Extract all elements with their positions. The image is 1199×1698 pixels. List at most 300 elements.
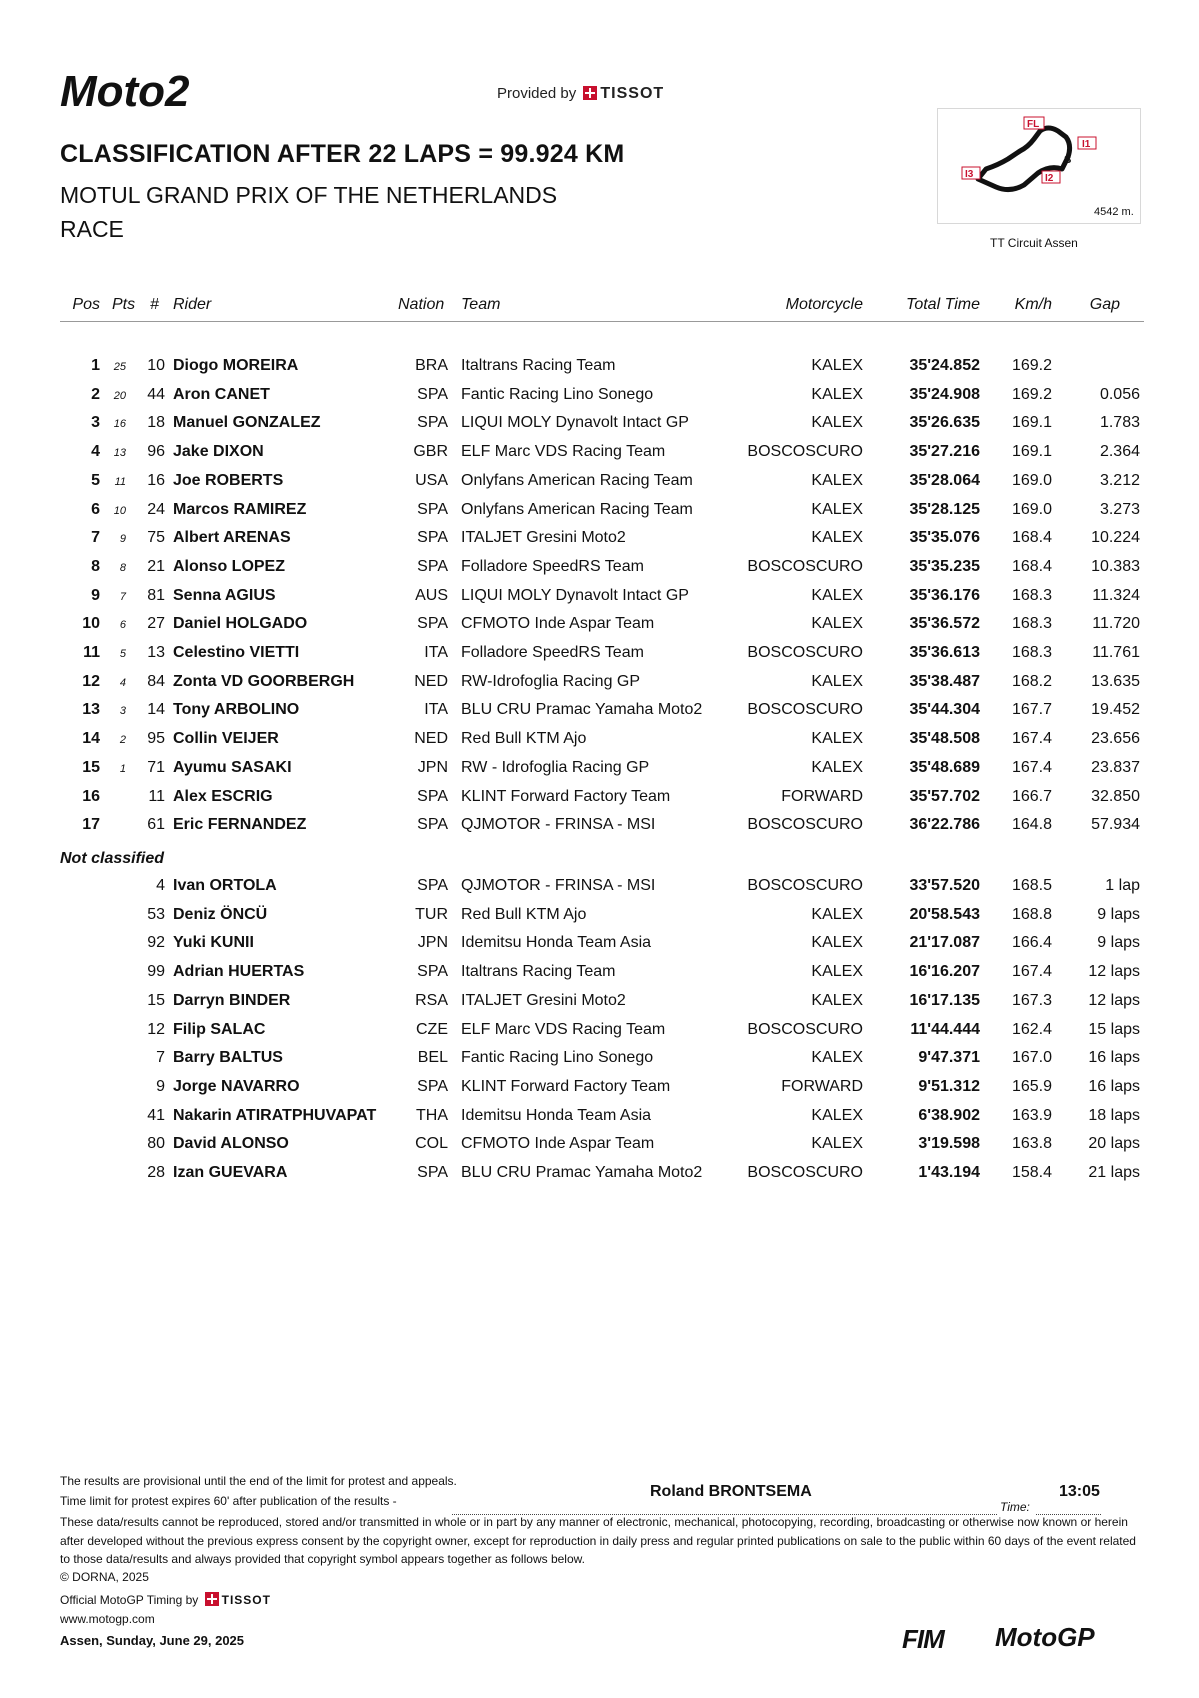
rider-nation: AUS (415, 586, 448, 604)
table-row (0, 759, 1199, 787)
rider-position: 10 (82, 615, 100, 633)
rider-motorcycle: BOSCOSCURO (747, 816, 863, 834)
rider-nation: ITA (424, 644, 448, 661)
rider-team: Red Bull KTM Ajo (461, 730, 587, 748)
rider-nation: SPA (417, 385, 448, 403)
rider-position: 2 (91, 385, 100, 403)
rider-points: 5 (119, 648, 126, 660)
rider-team: BLU CRU Pramac Yamaha Moto2 (461, 701, 703, 719)
sponsor-name: TISSOT (600, 85, 665, 102)
rider-number: 21 (147, 557, 165, 575)
rider-position: 15 (82, 758, 100, 776)
rider-number: 92 (147, 934, 165, 952)
rider-gap: 3.212 (1099, 471, 1140, 489)
rider-team: Idemitsu Honda Team Asia (461, 1106, 652, 1124)
rider-motorcycle: KALEX (811, 905, 863, 923)
rider-number: 27 (147, 615, 165, 633)
rider-points: 25 (113, 361, 126, 373)
col-team: Team (461, 296, 501, 313)
rider-team: ITALJET Gresini Moto2 (461, 529, 626, 547)
rider-gap: 10.383 (1091, 557, 1140, 575)
rider-nation: TUR (415, 905, 448, 923)
rider-position: 3 (91, 414, 100, 432)
rider-name: Joe ROBERTS (173, 471, 284, 489)
rider-total-time: 21'17.087 (909, 934, 980, 952)
fim-logo: FIM (902, 1624, 944, 1654)
rider-total-time: 11'44.444 (910, 1020, 980, 1038)
rider-total-time: 35'35.076 (909, 529, 980, 547)
rider-name: Marcos RAMIREZ (173, 500, 307, 518)
rider-total-time: 6'38.902 (918, 1106, 980, 1124)
rider-nation: SPA (417, 1164, 448, 1181)
rider-team: BLU CRU Pramac Yamaha Moto2 (461, 1164, 703, 1181)
rider-speed: 168.3 (1011, 615, 1052, 633)
rider-number: 16 (147, 471, 165, 489)
rider-number: 80 (147, 1135, 165, 1153)
table-row (0, 472, 1199, 500)
rider-team: Onlyfans American Racing Team (461, 471, 693, 489)
rider-nation: SPA (417, 816, 448, 834)
rider-speed: 166.7 (1011, 787, 1052, 805)
col-num: # (150, 296, 159, 313)
rider-total-time: 35'36.613 (909, 644, 980, 661)
rider-speed: 162.4 (1011, 1020, 1052, 1038)
rider-motorcycle: BOSCOSCURO (747, 1164, 863, 1181)
rider-speed: 169.1 (1011, 443, 1052, 461)
rider-position: 8 (91, 557, 100, 575)
rider-motorcycle: KALEX (811, 1106, 863, 1124)
table-row (0, 386, 1199, 414)
rider-nation: USA (415, 471, 448, 489)
rider-motorcycle: KALEX (811, 529, 863, 547)
rider-team: LIQUI MOLY Dynavolt Intact GP (461, 586, 689, 604)
rider-total-time: 35'57.702 (909, 787, 980, 805)
not-classified-label: Not classified (60, 850, 165, 867)
rider-gap: 32.850 (1091, 787, 1140, 805)
rider-motorcycle: KALEX (811, 934, 863, 952)
rider-points: 2 (119, 734, 126, 747)
rider-name: Celestino VIETTI (173, 644, 300, 661)
table-row (0, 414, 1199, 442)
rider-nation: CZE (416, 1020, 448, 1038)
rider-team: Italtrans Racing Team (461, 963, 616, 981)
table-row (0, 1021, 1199, 1049)
table-row (0, 587, 1199, 615)
table-row (0, 443, 1199, 471)
rider-number: 11 (148, 787, 165, 805)
track-length: 4542 m. (1094, 206, 1134, 218)
rider-gap: 2.364 (1099, 443, 1140, 461)
rider-name: Alex ESCRIG (173, 787, 273, 805)
official-timing-label: Official MotoGP Timing by (60, 1593, 199, 1607)
rider-points: 9 (119, 533, 126, 546)
rider-name: Jorge NAVARRO (173, 1077, 300, 1095)
rider-nation: GBR (413, 443, 448, 461)
rider-name: Diogo MOREIRA (173, 357, 299, 374)
rider-motorcycle: KALEX (811, 586, 863, 604)
protest-limit: Time limit for protest expires 60' after publication of the results - (60, 1494, 397, 1508)
rider-team: RW-Idrofoglia Racing GP (461, 672, 641, 690)
signer-name: Roland BRONTSEMA (650, 1483, 812, 1500)
svg-text:FL: FL (1027, 119, 1040, 130)
moto2-logo (60, 70, 290, 112)
rider-name: Nakarin ATIRATPHUVAPAT (173, 1106, 377, 1124)
website: www.motogp.com (60, 1612, 155, 1626)
provisional-note: The results are provisional until the end of the limit for protest and appeals. (60, 1474, 457, 1488)
page-title: CLASSIFICATION AFTER 22 LAPS = 99.924 KM (60, 140, 625, 168)
rider-team: CFMOTO Inde Aspar Team (461, 615, 655, 633)
table-row (0, 934, 1199, 962)
col-rider: Rider (173, 296, 212, 313)
rider-number: 14 (147, 701, 165, 719)
rider-motorcycle: FORWARD (781, 787, 863, 805)
rider-position: 5 (91, 471, 100, 489)
table-row (0, 877, 1199, 905)
rider-motorcycle: KALEX (811, 357, 863, 374)
table-row (0, 1135, 1199, 1163)
table-row (0, 1049, 1199, 1077)
col-nation: Nation (398, 296, 445, 313)
session-name: RACE (60, 216, 124, 242)
rider-nation: COL (415, 1135, 448, 1153)
rider-gap: 9 laps (1097, 905, 1140, 923)
tissot-icon (583, 86, 597, 100)
rider-team: CFMOTO Inde Aspar Team (461, 1135, 655, 1153)
table-row (0, 644, 1199, 672)
rider-points: 13 (113, 447, 126, 460)
rider-nation: ITA (424, 701, 448, 719)
rider-motorcycle: KALEX (811, 672, 863, 690)
rider-team: ELF Marc VDS Racing Team (461, 443, 666, 461)
rider-gap: 13.635 (1091, 672, 1140, 690)
rider-number: 99 (147, 963, 165, 981)
rider-team: RW - Idrofoglia Racing GP (461, 758, 650, 776)
rider-total-time: 9'51.312 (918, 1077, 980, 1095)
rider-nation: SPA (417, 500, 448, 518)
rider-speed: 167.4 (1011, 963, 1052, 981)
rider-points: 16 (113, 418, 126, 431)
rider-points: 11 (114, 475, 126, 488)
rider-points: 6 (119, 619, 126, 632)
rider-gap: 3.273 (1099, 500, 1140, 518)
rider-total-time: 35'48.508 (909, 730, 980, 748)
rider-number: 71 (147, 758, 165, 776)
rider-name: Eric FERNANDEZ (173, 816, 307, 834)
rider-motorcycle: KALEX (811, 414, 863, 432)
rider-number: 18 (147, 414, 165, 432)
rider-number: 15 (147, 991, 165, 1009)
rider-number: 7 (156, 1049, 165, 1067)
rider-speed: 168.3 (1011, 586, 1052, 604)
rider-nation: NED (414, 672, 448, 690)
rider-nation: SPA (417, 787, 448, 805)
table-row (0, 992, 1199, 1020)
rider-nation: JPN (417, 758, 448, 776)
table-row (0, 501, 1199, 529)
rider-motorcycle: KALEX (811, 963, 863, 981)
time-value: 13:05 (1059, 1483, 1100, 1500)
motogp-logo (995, 1621, 1130, 1651)
rider-gap: 16 laps (1088, 1077, 1140, 1095)
svg-text:I3: I3 (965, 169, 974, 180)
rider-team: LIQUI MOLY Dynavolt Intact GP (461, 414, 689, 432)
table-row (0, 615, 1199, 643)
rider-motorcycle: KALEX (811, 1049, 863, 1067)
rider-name: Albert ARENAS (173, 529, 291, 547)
col-pos: Pos (72, 296, 100, 313)
rider-total-time: 35'27.216 (909, 443, 980, 461)
rider-speed: 167.4 (1011, 758, 1052, 776)
rider-motorcycle: KALEX (811, 1135, 863, 1153)
rider-nation: SPA (417, 414, 448, 432)
table-row (0, 1078, 1199, 1106)
rider-motorcycle: BOSCOSCURO (747, 557, 863, 575)
rider-nation: SPA (417, 615, 448, 633)
rider-gap: 16 laps (1088, 1049, 1140, 1067)
rider-gap: 9 laps (1097, 934, 1140, 952)
rider-total-time: 16'16.207 (909, 963, 980, 981)
rider-speed: 168.4 (1011, 529, 1052, 547)
rider-number: 28 (147, 1164, 165, 1181)
rider-total-time: 36'22.786 (909, 816, 980, 834)
rider-name: Senna AGIUS (173, 586, 276, 604)
rider-name: Deniz ÖNCÜ (173, 905, 268, 923)
provided-by-label: Provided by (497, 85, 577, 102)
rider-number: 75 (147, 529, 165, 547)
rider-motorcycle: BOSCOSCURO (747, 877, 863, 894)
rider-gap: 0.056 (1099, 385, 1140, 403)
rider-nation: SPA (417, 1077, 448, 1095)
rider-gap: 10.224 (1091, 529, 1140, 547)
rider-total-time: 35'26.635 (909, 414, 980, 432)
rider-team: Idemitsu Honda Team Asia (461, 934, 652, 952)
rider-points: 7 (119, 590, 126, 603)
rider-total-time: 35'28.125 (909, 500, 980, 518)
rider-nation: NED (414, 730, 448, 748)
provided-by (497, 85, 664, 103)
rider-team: Red Bull KTM Ajo (461, 905, 587, 923)
rider-team: Fantic Racing Lino Sonego (461, 385, 654, 403)
rider-points: 20 (113, 389, 126, 402)
rider-name: Darryn BINDER (173, 991, 291, 1009)
rider-nation: SPA (417, 877, 448, 894)
rider-total-time: 16'17.135 (909, 991, 980, 1009)
rider-nation: JPN (417, 934, 448, 952)
rider-team: Italtrans Racing Team (461, 357, 616, 374)
header-divider (60, 321, 1144, 322)
rider-points: 4 (119, 676, 126, 689)
rider-number: 96 (147, 443, 165, 461)
rider-team: QJMOTOR - FRINSA - MSI (461, 816, 656, 834)
rider-speed: 169.0 (1011, 471, 1052, 489)
rider-name: Collin VEIJER (173, 730, 279, 748)
table-row (0, 558, 1199, 586)
rider-position: 1 (91, 357, 100, 374)
rider-motorcycle: BOSCOSCURO (747, 701, 863, 719)
rider-name: Aron CANET (173, 385, 270, 403)
rider-speed: 169.2 (1011, 385, 1052, 403)
rider-total-time: 35'24.908 (909, 385, 980, 403)
rider-name: Filip SALAC (173, 1020, 266, 1038)
rider-points: 10 (113, 504, 126, 517)
rider-gap: 15 laps (1088, 1020, 1140, 1038)
rider-motorcycle: KALEX (811, 730, 863, 748)
rider-gap: 11.324 (1092, 586, 1140, 604)
rider-motorcycle: FORWARD (781, 1077, 863, 1095)
rider-gap: 23.656 (1091, 730, 1140, 748)
rider-number: 53 (147, 905, 165, 923)
rider-total-time: 20'58.543 (909, 905, 980, 923)
rider-speed: 163.8 (1011, 1135, 1052, 1153)
col-gap: Gap (1089, 296, 1120, 313)
rider-gap: 18 laps (1088, 1106, 1140, 1124)
rider-number: 13 (147, 644, 165, 661)
table-row (0, 1164, 1199, 1192)
svg-text:I1: I1 (1082, 139, 1091, 150)
rider-total-time: 33'57.520 (909, 877, 980, 894)
tissot-icon (205, 1592, 219, 1606)
rider-position: 13 (82, 701, 100, 719)
time-label: Time: (1000, 1500, 1030, 1514)
col-kmh: Km/h (1014, 296, 1052, 313)
rider-name: Tony ARBOLINO (173, 701, 300, 719)
rider-gap: 57.934 (1091, 816, 1140, 834)
rider-gap: 12 laps (1088, 963, 1140, 981)
rider-points: 8 (119, 561, 126, 574)
dorna-copyright: © DORNA, 2025 (60, 1570, 149, 1584)
rider-gap: 11.761 (1092, 644, 1140, 661)
rider-number: 95 (147, 730, 165, 748)
table-row (0, 788, 1199, 816)
rider-total-time: 9'47.371 (918, 1049, 980, 1067)
rider-gap: 19.452 (1091, 701, 1140, 719)
rider-team: QJMOTOR - FRINSA - MSI (461, 877, 656, 894)
rider-speed: 169.2 (1011, 357, 1052, 374)
table-row (0, 529, 1199, 557)
rider-position: 14 (82, 730, 100, 748)
rider-motorcycle: KALEX (811, 385, 863, 403)
rider-gap: 1 lap (1105, 877, 1140, 894)
rider-number: 44 (147, 385, 165, 403)
rider-nation: SPA (417, 557, 448, 575)
rider-number: 10 (147, 357, 165, 374)
rider-team: KLINT Forward Factory Team (461, 1077, 671, 1095)
rider-position: 17 (82, 816, 100, 834)
rider-position: 16 (82, 787, 100, 805)
rider-name: Barry BALTUS (173, 1049, 283, 1067)
rider-team: Onlyfans American Racing Team (461, 500, 693, 518)
rider-motorcycle: KALEX (811, 471, 863, 489)
rider-total-time: 1'43.194 (918, 1164, 980, 1181)
rider-number: 61 (147, 816, 165, 834)
rider-speed: 169.1 (1011, 414, 1052, 432)
rider-number: 12 (147, 1020, 165, 1038)
copyright-notice: These data/results cannot be reproduced, stored and/or transmitted in whole or in part by any manner of electronic, mechanical, photocopying, recording, broadcasting or otherwise now known or herein after developed without the previous express consent by the copyright owner, except for reproduction in daily press and regular printed publications on sale to the public within 60 days of the event related to those data/results and always provided that copyright symbol appears together as follows below. (60, 1515, 1136, 1566)
rider-nation: THA (416, 1106, 448, 1124)
moto2-logo-text: Moto2 (60, 70, 190, 112)
rider-motorcycle: BOSCOSCURO (747, 644, 863, 661)
rider-speed: 168.2 (1011, 672, 1052, 690)
table-header (0, 296, 1199, 324)
rider-number: 4 (156, 877, 165, 894)
rider-points: 1 (119, 762, 126, 775)
rider-total-time: 35'28.064 (909, 471, 980, 489)
table-row (0, 701, 1199, 729)
rider-nation: SPA (417, 963, 448, 981)
rider-position: 6 (91, 500, 100, 518)
rider-motorcycle: KALEX (811, 615, 863, 633)
rider-team: ELF Marc VDS Racing Team (461, 1020, 666, 1038)
rider-gap: 23.837 (1091, 758, 1140, 776)
rider-gap: 21 laps (1088, 1164, 1140, 1181)
rider-total-time: 35'36.572 (909, 615, 980, 633)
rider-speed: 168.4 (1011, 557, 1052, 575)
rider-motorcycle: KALEX (811, 500, 863, 518)
svg-text:S: S (1064, 154, 1072, 166)
rider-total-time: 3'19.598 (918, 1135, 980, 1153)
rider-position: 12 (82, 672, 100, 690)
motogp-logo-text: MotoGP (995, 1622, 1095, 1651)
rider-name: Jake DIXON (173, 443, 264, 461)
table-row (0, 906, 1199, 934)
rider-speed: 166.4 (1011, 934, 1052, 952)
rider-speed: 164.8 (1011, 816, 1052, 834)
rider-name: Manuel GONZALEZ (173, 414, 321, 432)
table-row (0, 816, 1199, 844)
rider-name: Zonta VD GOORBERGH (173, 672, 355, 690)
rider-speed: 167.4 (1011, 730, 1052, 748)
rider-nation: RSA (415, 991, 448, 1009)
rider-number: 81 (147, 586, 165, 604)
table-row (0, 963, 1199, 991)
rider-speed: 168.5 (1011, 877, 1052, 894)
table-row (0, 1107, 1199, 1135)
rider-points: 3 (119, 705, 126, 718)
rider-team: KLINT Forward Factory Team (461, 787, 671, 805)
rider-team: ITALJET Gresini Moto2 (461, 991, 626, 1009)
rider-speed: 168.3 (1011, 644, 1052, 661)
rider-speed: 165.9 (1011, 1077, 1052, 1095)
rider-total-time: 35'35.235 (909, 557, 980, 575)
rider-team: Fantic Racing Lino Sonego (461, 1049, 654, 1067)
rider-nation: BEL (417, 1049, 448, 1067)
rider-gap: 1.783 (1099, 414, 1140, 432)
svg-text:I2: I2 (1045, 173, 1054, 184)
rider-name: Ayumu SASAKI (173, 758, 292, 776)
rider-name: Yuki KUNII (173, 934, 254, 952)
rider-nation: BRA (415, 357, 448, 374)
rider-motorcycle: KALEX (811, 991, 863, 1009)
rider-number: 41 (147, 1106, 165, 1124)
rider-speed: 167.0 (1011, 1049, 1052, 1067)
rider-speed: 158.4 (1011, 1164, 1052, 1181)
rider-motorcycle: BOSCOSCURO (747, 1020, 863, 1038)
col-pts: Pts (112, 296, 136, 313)
rider-position: 11 (83, 644, 100, 661)
circuit-name: TT Circuit Assen (990, 236, 1078, 250)
rider-total-time: 35'24.852 (909, 357, 980, 374)
rider-speed: 163.9 (1011, 1106, 1052, 1124)
rider-name: Izan GUEVARA (173, 1164, 288, 1181)
rider-position: 7 (91, 529, 100, 547)
rider-speed: 168.8 (1011, 905, 1052, 923)
col-motorcycle: Motorcycle (785, 296, 863, 313)
rider-name: Alonso LOPEZ (173, 557, 285, 575)
rider-speed: 169.0 (1011, 500, 1052, 518)
rider-gap: 12 laps (1088, 991, 1140, 1009)
rider-motorcycle: BOSCOSCURO (747, 443, 863, 461)
rider-number: 24 (147, 500, 165, 518)
